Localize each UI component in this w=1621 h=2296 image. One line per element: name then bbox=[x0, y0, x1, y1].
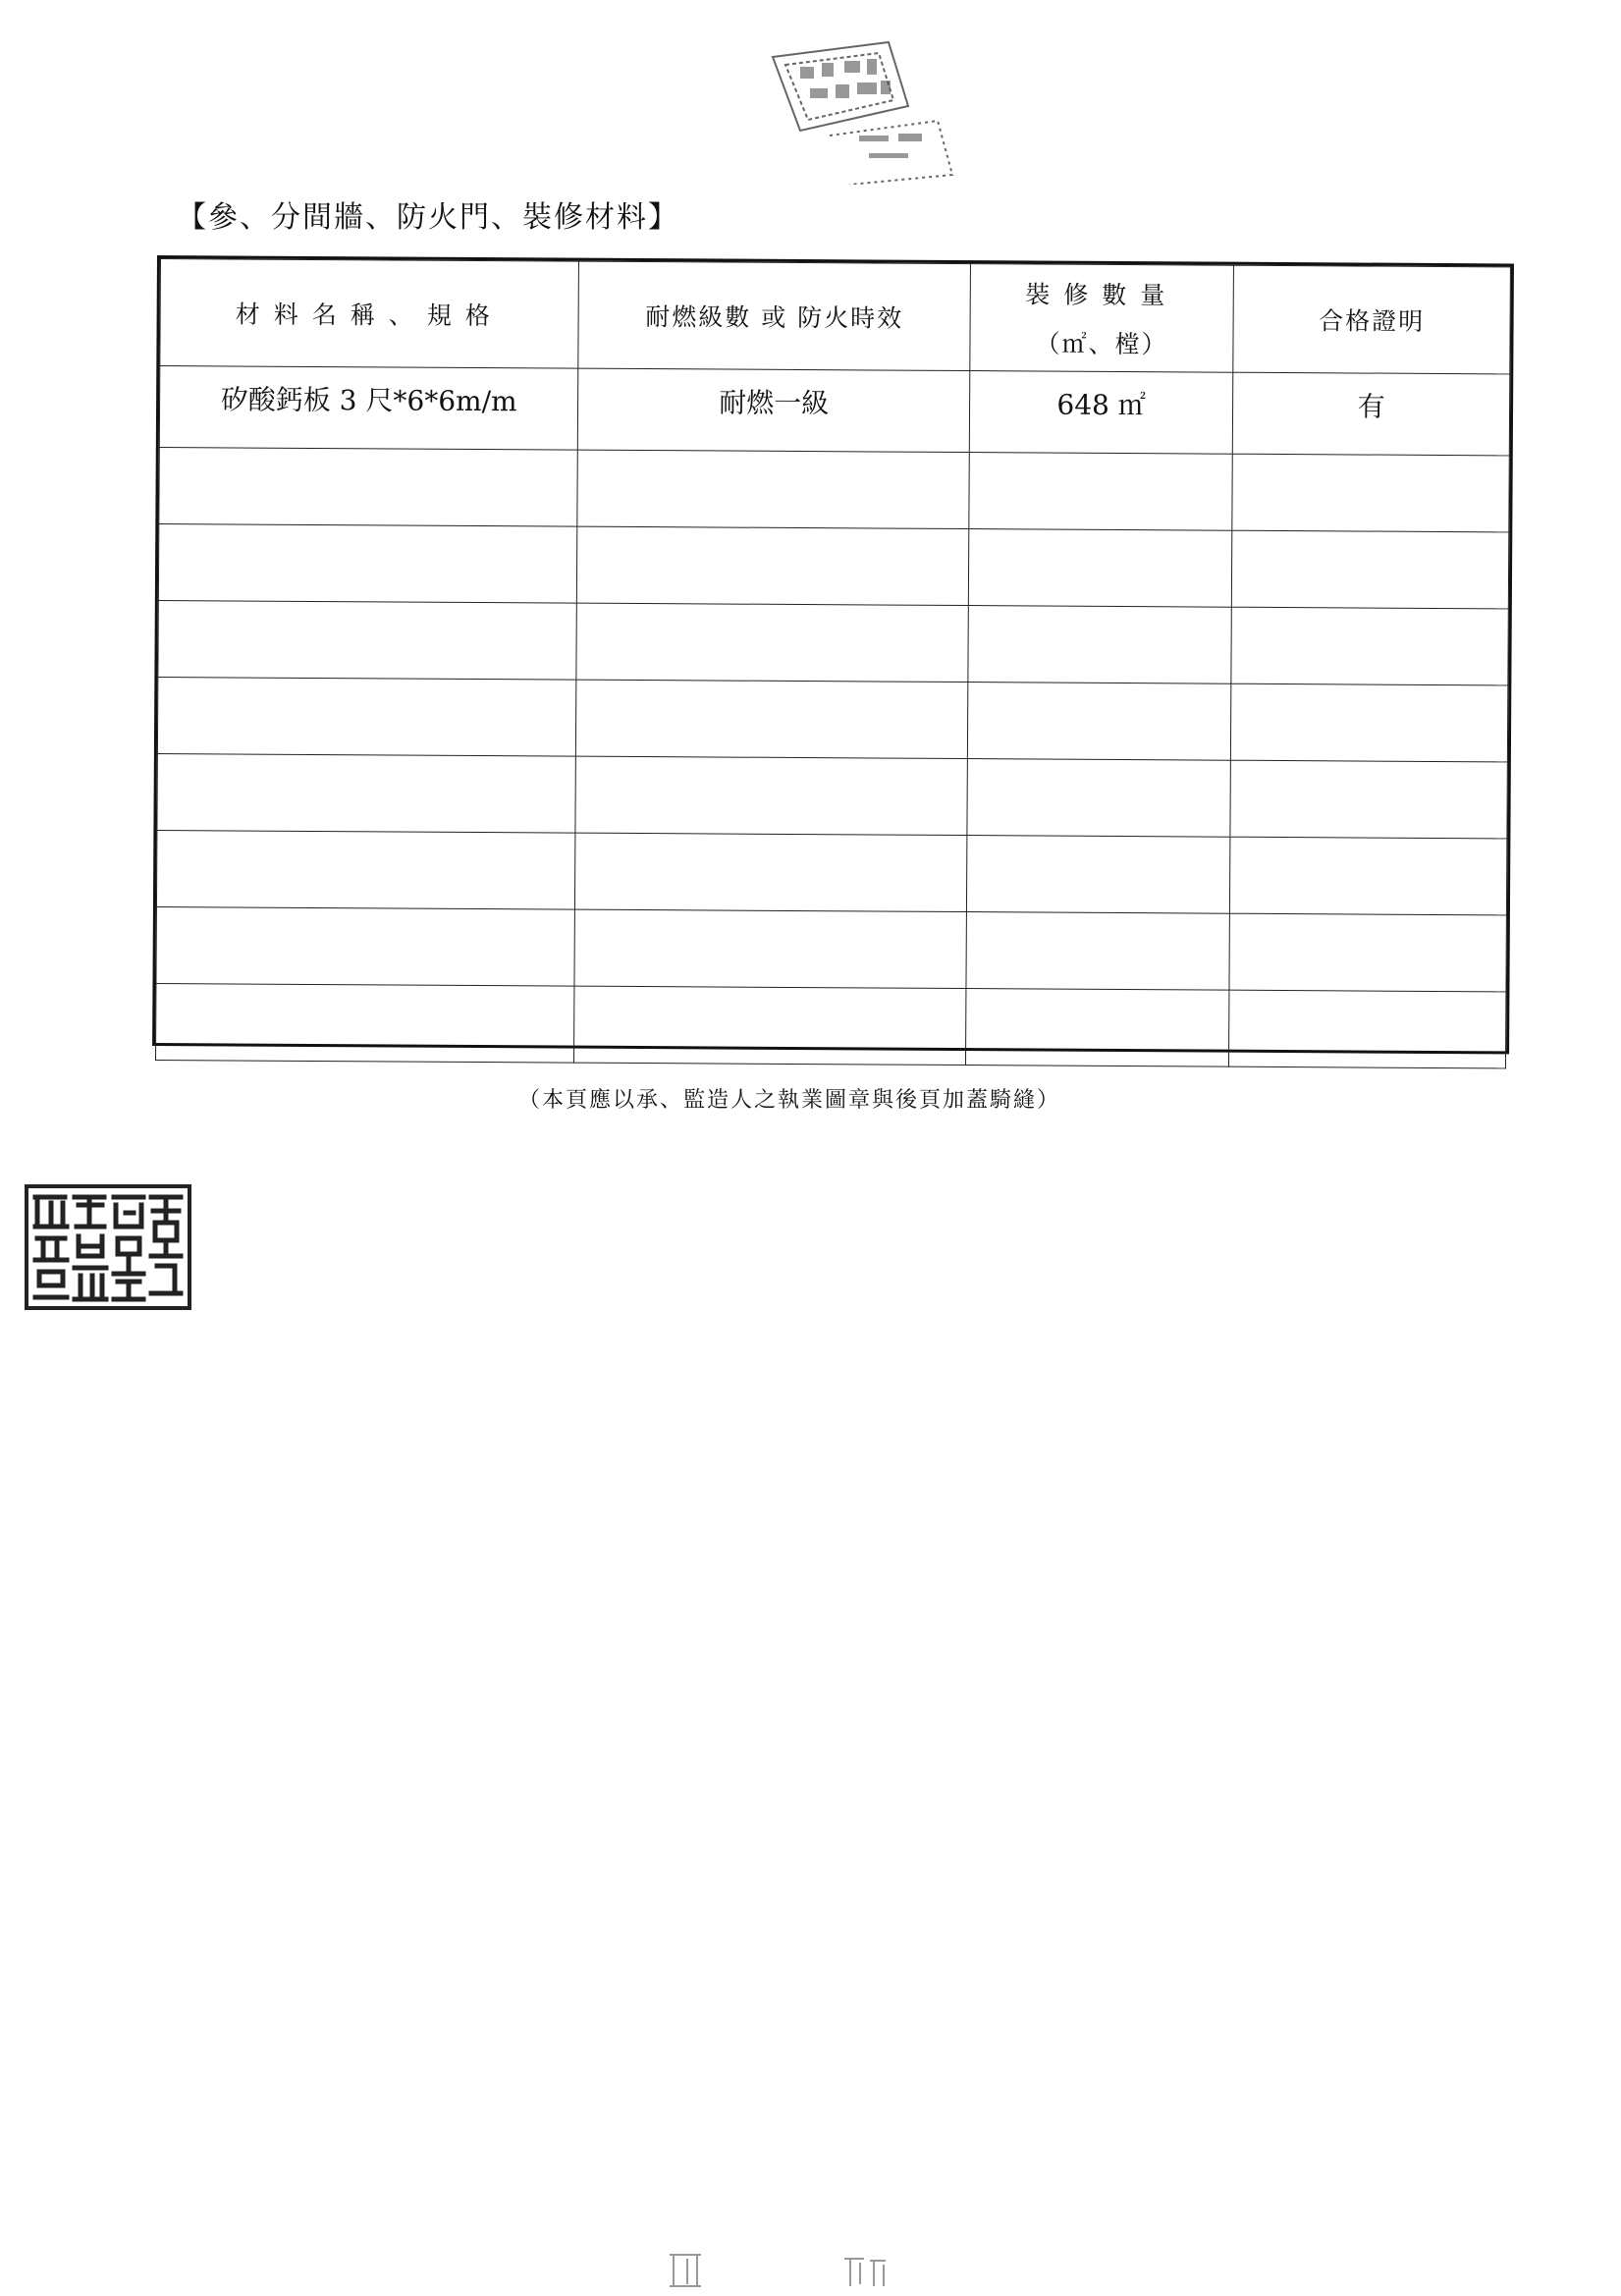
cell-certificate bbox=[1230, 837, 1507, 915]
cell-material-name bbox=[155, 984, 574, 1064]
table-row bbox=[156, 831, 1506, 915]
cell-certificate bbox=[1229, 990, 1506, 1068]
cell-certificate bbox=[1230, 760, 1507, 839]
cell-fire-rating bbox=[575, 833, 967, 911]
header-fire-rating: 耐燃級數 或 防火時效 bbox=[578, 261, 970, 370]
cell-certificate: 有 bbox=[1232, 372, 1509, 456]
table-row bbox=[158, 524, 1508, 609]
cell-quantity bbox=[965, 989, 1229, 1067]
cell-certificate bbox=[1232, 454, 1509, 532]
table-row bbox=[157, 678, 1507, 762]
cell-certificate bbox=[1231, 530, 1508, 609]
header-quantity-unit: （㎡、樘） bbox=[1035, 329, 1168, 359]
materials-table bbox=[152, 255, 1514, 1054]
table-row bbox=[155, 984, 1505, 1068]
header-quantity bbox=[970, 264, 1234, 373]
cell-quantity bbox=[967, 759, 1231, 838]
table-row bbox=[159, 448, 1509, 532]
cell-fire-rating bbox=[575, 756, 967, 835]
header-quantity-label: 裝修數量 bbox=[1025, 280, 1179, 310]
table-row bbox=[158, 601, 1508, 685]
cell-quantity bbox=[969, 453, 1233, 531]
footnote: （本頁應以承、監造人之執業圖章與後頁加蓋騎縫） bbox=[518, 1088, 1061, 1113]
table-row bbox=[159, 366, 1509, 456]
cell-certificate bbox=[1229, 913, 1506, 992]
cell-fire-rating bbox=[577, 526, 969, 605]
cell-material-name bbox=[156, 907, 575, 987]
cell-quantity bbox=[966, 912, 1230, 991]
cell-material-name bbox=[157, 678, 576, 757]
cell-quantity bbox=[968, 529, 1232, 608]
table-header-row bbox=[160, 259, 1511, 374]
table-row bbox=[157, 754, 1507, 839]
cell-quantity: 648 ㎡ bbox=[969, 371, 1233, 455]
header-certificate: 合格證明 bbox=[1233, 265, 1511, 374]
cell-material-name: 矽酸鈣板 3 尺*6*6m/m bbox=[159, 366, 578, 451]
cell-material-name bbox=[156, 831, 575, 910]
cell-certificate bbox=[1231, 607, 1508, 685]
cell-fire-rating: 耐燃一級 bbox=[578, 368, 970, 452]
cell-quantity bbox=[968, 606, 1232, 684]
cell-fire-rating bbox=[576, 603, 968, 682]
cell-material-name bbox=[159, 448, 578, 527]
seam-stamp bbox=[668, 2249, 913, 2288]
cell-material-name bbox=[158, 601, 577, 681]
section-title: 【參、分間牆、防火門、裝修材料】 bbox=[177, 200, 679, 235]
table-row bbox=[156, 907, 1506, 992]
cell-fire-rating bbox=[577, 450, 969, 528]
architect-seal-stamp bbox=[24, 1183, 192, 1311]
cell-fire-rating bbox=[576, 680, 968, 758]
cell-fire-rating bbox=[574, 909, 966, 988]
cell-quantity bbox=[967, 683, 1231, 761]
cell-certificate bbox=[1231, 683, 1508, 762]
top-seal-stamp bbox=[761, 37, 967, 185]
cell-quantity bbox=[966, 836, 1230, 914]
cell-material-name bbox=[158, 524, 577, 604]
cell-material-name bbox=[157, 754, 576, 834]
cell-fire-rating bbox=[574, 986, 966, 1065]
header-material-name: 材料名稱、規格 bbox=[160, 259, 579, 369]
